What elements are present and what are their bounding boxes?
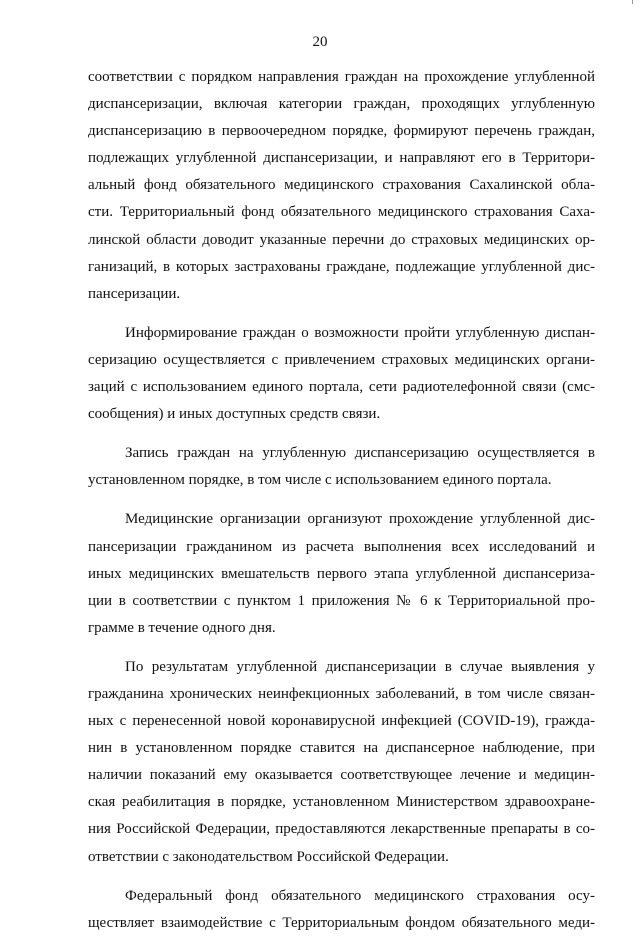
text-line: наличии показаний ему оказывается соответствующее лечение и медицин- — [88, 767, 595, 784]
text-line: Запись граждан на углубленную диспансеризацию осуществляется в — [125, 445, 595, 462]
text-line: ская реабилитация в порядке, установленном Министерством здравоохране- — [88, 794, 595, 811]
text-line: иных медицинских вмешательств первого этапа углубленной диспансериза- — [88, 565, 595, 582]
text-line: соответствии с порядком направления граждан на прохождение углубленной — [88, 69, 595, 85]
paragraph-gap — [88, 428, 595, 440]
text-line: установленном порядке, в том числе с использованием единого портала. — [88, 472, 552, 489]
text-line: ганизаций, в которых застрахованы граждане, подлежащие углубленной дис- — [88, 258, 595, 275]
text-line: подлежащих углубленной диспансеризации, и направляют его в Территори- — [88, 150, 595, 167]
paragraph-gap — [88, 308, 595, 320]
paragraph — [88, 506, 595, 641]
paragraph — [88, 64, 595, 308]
text-line: серизацию осуществляется с привлечением страховых медицинских органи- — [88, 351, 595, 368]
text-line: Информирование граждан о возможности пройти углубленную диспан- — [125, 324, 595, 341]
paragraph — [88, 320, 595, 428]
document-body — [88, 64, 595, 937]
paragraph — [88, 440, 595, 494]
page-number: 20 — [312, 34, 328, 50]
text-line: Федеральный фонд обязательного медицинского страхования осу- — [125, 887, 595, 904]
text-line: линской области доводит указанные перечни до страховых медицинских ор- — [88, 231, 595, 248]
text-line: нин в установленном порядке ставится на диспансерное наблюдение, при — [88, 740, 595, 757]
text-line: заций с использованием единого портала, сети радиотелефонной связи (смс- — [88, 379, 595, 396]
paragraph-gap — [88, 642, 595, 654]
text-line: альный фонд обязательного медицинского страхования Сахалинской обла- — [88, 177, 595, 194]
text-line: ния Российской Федерации, предоставляются лекарственные препараты в со- — [88, 821, 595, 838]
text-line: сти. Территориальный фонд обязательного медицинского страхования Саха- — [88, 204, 595, 221]
text-line: диспансеризации, включая категории граждан, проходящих углубленную — [88, 96, 595, 113]
text-line: грамме в течение одного дня. — [88, 619, 276, 636]
paragraph-gap — [88, 494, 595, 506]
text-line: Медицинские организации организуют прохождение углубленной дис- — [125, 511, 595, 528]
text-line: сообщения) и иных доступных средств связи. — [88, 406, 381, 423]
text-line: пансеризации гражданином из расчета выполнения всех исследований и — [88, 538, 595, 555]
text-line: По результатам углубленной диспансеризации в случае выявления у — [125, 658, 595, 675]
text-line: ществляет взаимодействие с Территориальным фондом обязательного меди- — [88, 914, 595, 931]
text-line: ции в соответствии с пунктом 1 приложения № 6 к Территориальной про- — [88, 592, 595, 609]
text-line: гражданина хронических неинфекционных заболеваний, в том числе связан- — [88, 685, 595, 702]
paragraph — [88, 883, 595, 937]
text-line: пансеризации. — [88, 285, 181, 302]
text-line: ответствии с законодательством Российской Федерации. — [88, 848, 449, 865]
text-line: ных с перенесенной новой коронавирусной инфекцией (COVID-19), гражда- — [88, 713, 595, 730]
text-line: диспансеризацию в первоочередном порядке, формируют перечень граждан, — [88, 123, 595, 140]
paragraph-gap — [88, 871, 595, 883]
scan-artifact — [632, 0, 633, 4]
paragraph — [88, 654, 595, 871]
